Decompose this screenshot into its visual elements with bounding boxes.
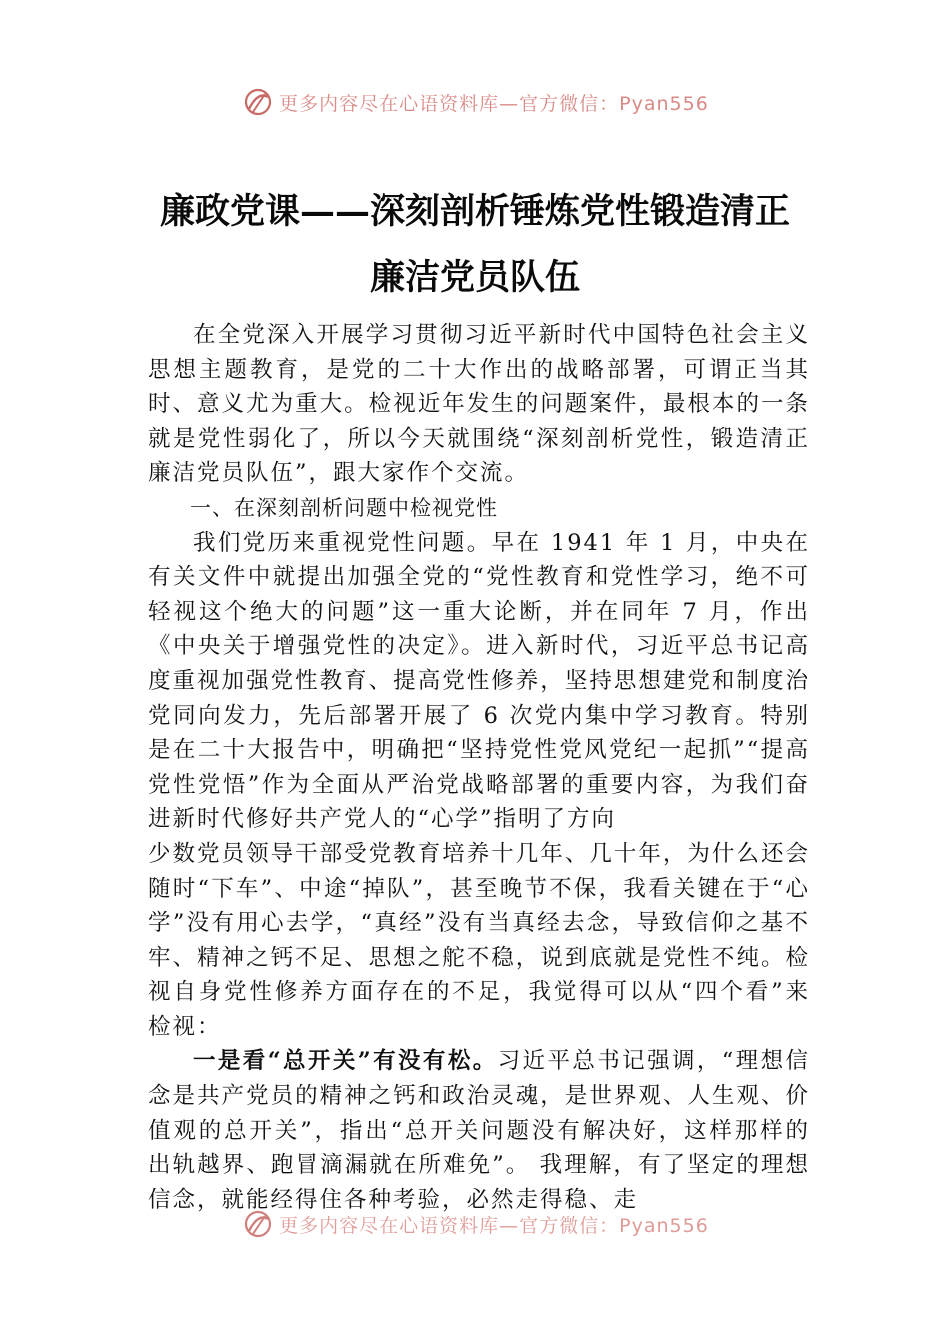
- document-body: [148, 318, 810, 1217]
- document-title-line1: 廉政党课——深刻剖析锤炼党性锻造清正: [159, 191, 790, 232]
- first-point-lead: 一是看“总开关”有没有松。: [193, 1048, 498, 1075]
- document-title-line2: 廉洁党员队伍: [369, 257, 580, 298]
- watermark-text: 更多内容尽在心语资料库—官方微信：Pyan556: [279, 92, 709, 115]
- watermark-logo-icon: [241, 85, 275, 119]
- paragraph-history: 我们党历来重视党性问题。早在 1941 年 1 月，中央在有关文件中就提出加强全党的“党性教育和党性学习，绝不可轻视这个绝大的问题”这一重大论断，并在同年 7 月，作出《中央关于增强党性的决定》。进入新时代，习近平总书记高度重视加强党性教育、提高党性修养，坚持思想建党和制度治党同向发力，先后部署开展了 6 次党内集中学习教育。特别是在二十大报告中，明确把“坚持党性党风党纪一起抓”“提高党性党悟”作为全面从严治党战略部署的重要内容，为我们奋进新时代修好共产党人的“心学”指明了方向: [148, 529, 810, 833]
- watermark-header: [0, 82, 950, 122]
- watermark-footer: [0, 1204, 950, 1244]
- intro-paragraph: 在全党深入开展学习贯彻习近平新时代中国特色社会主义思想主题教育，是党的二十大作出的战略部署，可谓正当其时、意义尤为重大。检视近年发生的问题案件，最根本的一条就是党性弱化了，所以今天就围绕“深刻剖析党性，锻造清正廉洁党员队伍”，跟大家作个交流。: [148, 322, 810, 487]
- section-heading: 一、在深刻剖析问题中检视党性: [190, 495, 498, 520]
- paragraph-first-point: [148, 1044, 810, 1217]
- watermark-text: 更多内容尽在心语资料库—官方微信：Pyan556: [279, 1214, 709, 1237]
- watermark-logo-icon: [241, 1207, 275, 1241]
- first-point-text: 习近平总书记强调，“理想信念是共产党员的精神之钙和政治灵魂，是世界观、人生观、价值观的总开关”，指出“总开关问题没有解决好，这样那样的出轨越界、跑冒滴漏就在所难免”。 我理解，有了坚定的理想信念，就能经得住各种考验，必然走得稳、走: [148, 1048, 810, 1213]
- paragraph-analysis: 少数党员领导干部受党教育培养十几年、几十年，为什么还会随时“下车”、中途“掉队”，甚至晚节不保，我看关键在于“心学”没有用心去学，“真经”没有当真经去念，导致信仰之基不牢、精神之钙不足、思想之舵不稳，说到底就是党性不纯。检视自身党性修养方面存在的不足，我觉得可以从“四个看”来检视：: [148, 840, 810, 1040]
